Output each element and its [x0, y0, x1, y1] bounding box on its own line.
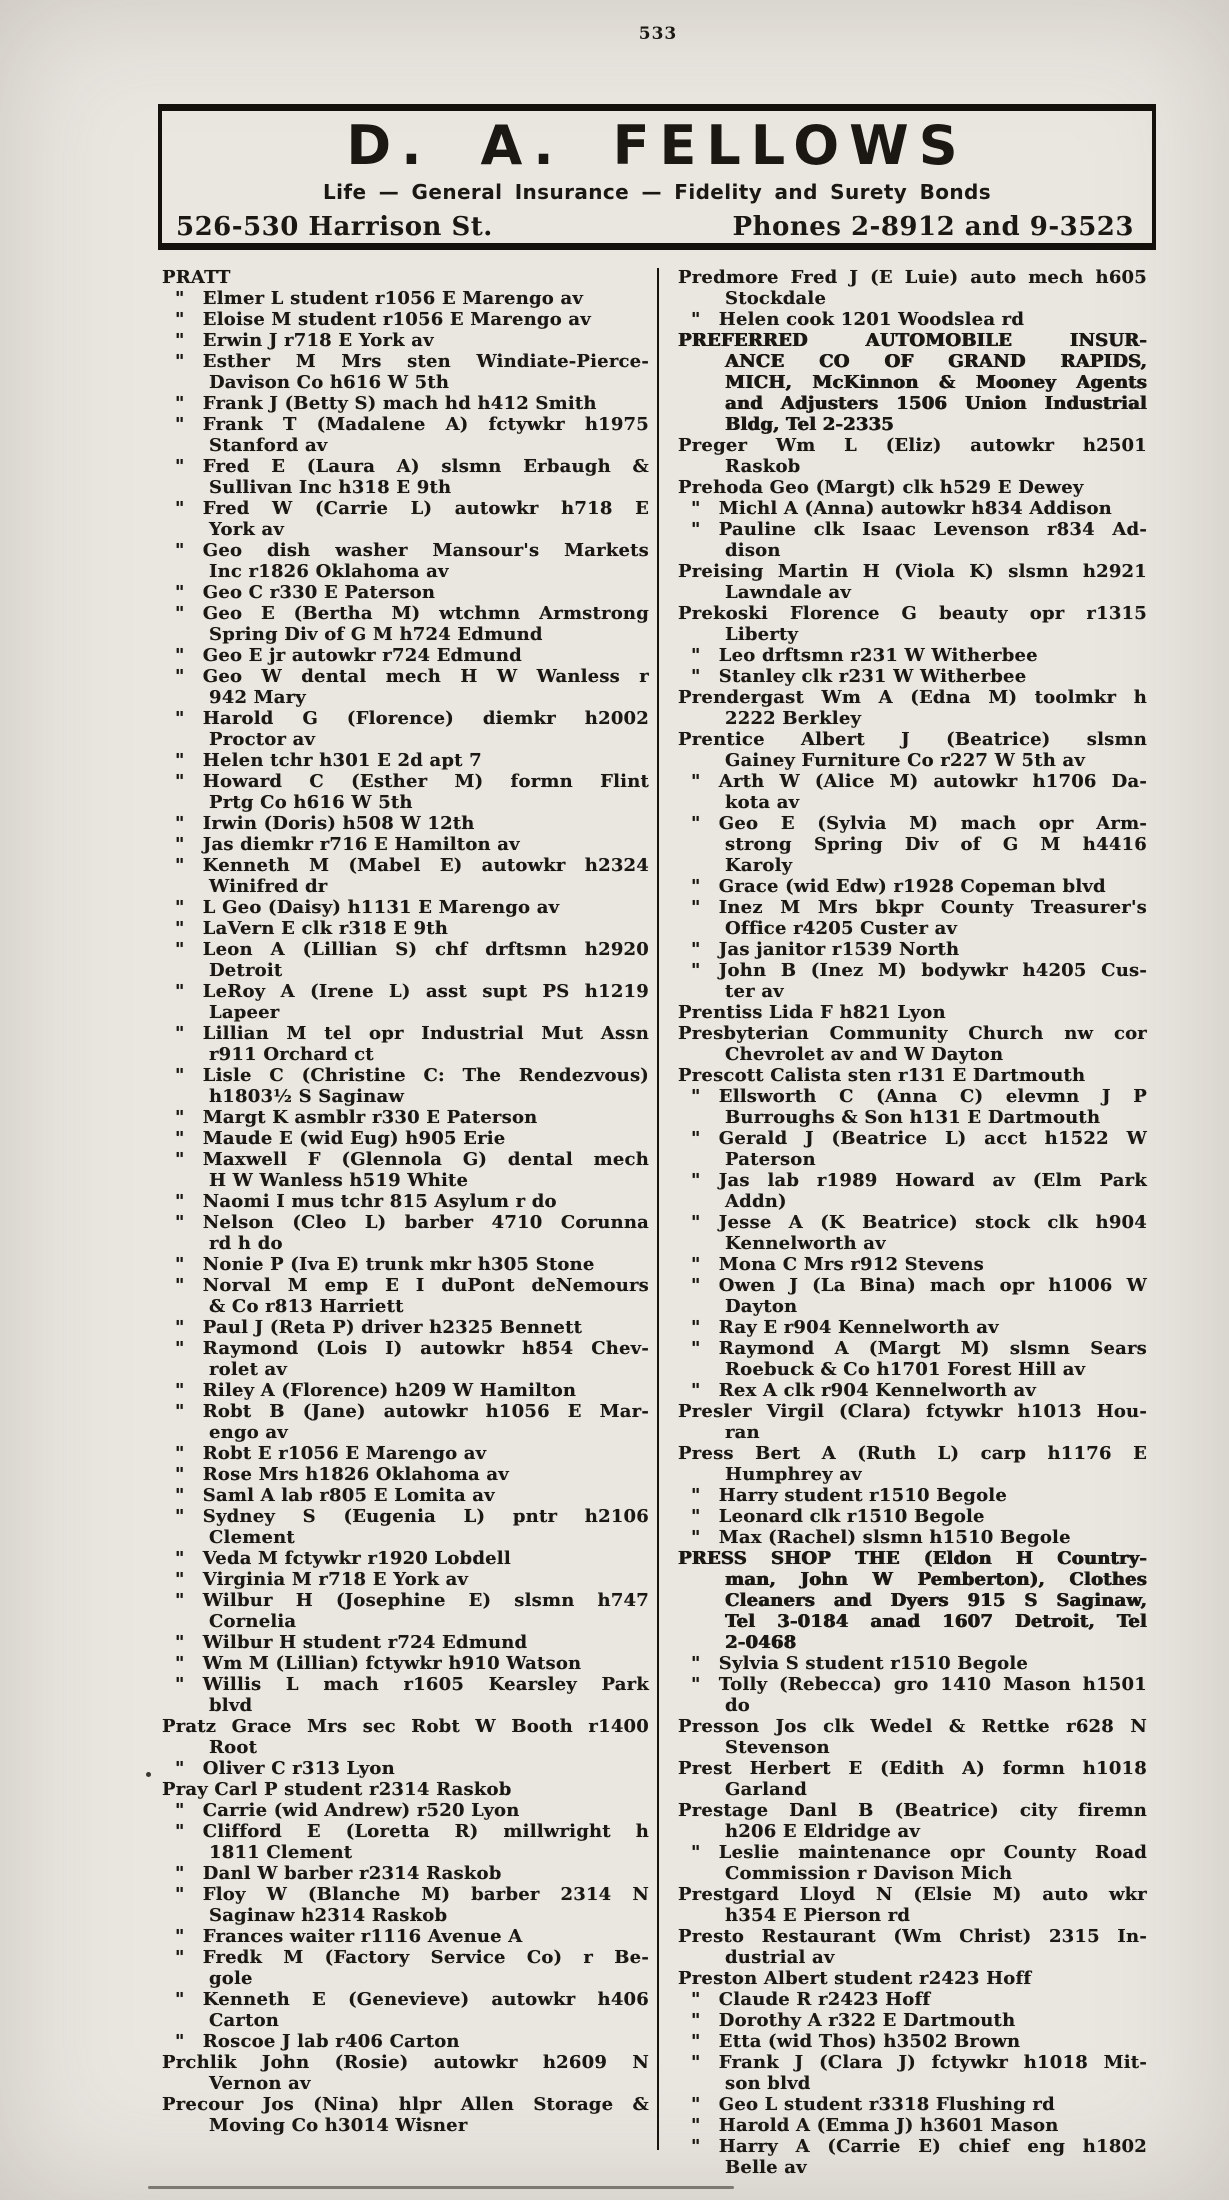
directory-line: Prescott Calista sten r131 E Dartmouth	[678, 1065, 1086, 1086]
directory-line: " Geo C r330 E Paterson	[175, 582, 436, 603]
page-number: 533	[638, 24, 678, 44]
directory-line: do	[725, 1695, 750, 1716]
directory-line: & Co r813 Harriett	[209, 1296, 404, 1317]
directory-line: ANCE CO OF GRAND RAPIDS,	[725, 351, 1147, 372]
directory-line: " Sydney S (Eugenia L) pntr h2106	[175, 1506, 649, 1527]
directory-line: Preston Albert student r2423 Hoff	[678, 1968, 1032, 1989]
directory-line: " Arth W (Alice M) autowkr h1706 Da-	[691, 771, 1147, 792]
directory-line: " Oliver C r313 Lyon	[175, 1758, 395, 1779]
directory-line: " Carrie (wid Andrew) r520 Lyon	[175, 1800, 520, 1821]
directory-line: " Naomi I mus tchr 815 Asylum r do	[175, 1191, 557, 1212]
directory-line: " LeRoy A (Irene L) asst supt PS h1219	[175, 981, 649, 1002]
directory-line: gole	[209, 1968, 253, 1989]
directory-line: " John B (Inez M) bodywkr h4205 Cus-	[691, 960, 1147, 981]
directory-line: " Max (Rachel) slsmn h1510 Begole	[691, 1527, 1071, 1548]
directory-line: Prentiss Lida F h821 Lyon	[678, 1002, 946, 1023]
directory-line: " Maude E (wid Eug) h905 Erie	[175, 1128, 506, 1149]
directory-line: Davison Co h616 W 5th	[209, 372, 450, 393]
directory-line: Stanford av	[209, 435, 328, 456]
directory-line: " Fred E (Laura A) slsmn Erbaugh &	[175, 456, 649, 477]
directory-line: Prestage Danl B (Beatrice) city firemn	[678, 1800, 1147, 1821]
directory-line: Precour Jos (Nina) hlpr Allen Storage &	[162, 2094, 649, 2115]
directory-line: " Willis L mach r1605 Kearsley Park	[175, 1674, 649, 1695]
directory-line: Karoly	[725, 855, 793, 876]
directory-line: Stockdale	[725, 288, 827, 309]
directory-line: " Saml A lab r805 E Lomita av	[175, 1485, 495, 1506]
directory-line: " Leslie maintenance opr County Road	[691, 1842, 1147, 1863]
directory-line: Prtg Co h616 W 5th	[209, 792, 413, 813]
directory-line: 1811 Clement	[209, 1842, 353, 1863]
directory-line: " Ray E r904 Kennelworth av	[691, 1317, 999, 1338]
page-edge-artifact	[148, 2186, 734, 2189]
directory-line: " LaVern E clk r318 E 9th	[175, 918, 449, 939]
directory-line: Sullivan Inc h318 E 9th	[209, 477, 452, 498]
directory-line: " Fredk M (Factory Service Co) r Be-	[175, 1947, 649, 1968]
directory-line: strong Spring Div of G M h4416	[725, 834, 1147, 855]
directory-line: " Virginia M r718 E York av	[175, 1569, 469, 1590]
directory-line: rd h do	[209, 1233, 283, 1254]
directory-line: " Gerald J (Beatrice L) acct h1522 W	[691, 1128, 1147, 1149]
directory-line: " Norval M emp E I duPont deNemours	[175, 1275, 649, 1296]
directory-line: Clement	[209, 1527, 295, 1548]
directory-line: Cornelia	[209, 1611, 297, 1632]
directory-line: " Mona C Mrs r912 Stevens	[691, 1254, 984, 1275]
directory-line: Cleaners and Dyers 915 S Saginaw,	[725, 1590, 1147, 1611]
directory-line: " Frank J (Clara J) fctywkr h1018 Mit-	[691, 2052, 1147, 2073]
directory-line: 942 Mary	[209, 687, 306, 708]
directory-line: " Raymond (Lois I) autowkr h854 Chev-	[175, 1338, 649, 1359]
directory-line: Winifred dr	[209, 876, 328, 897]
directory-line: Presson Jos clk Wedel & Rettke r628 N	[678, 1716, 1147, 1737]
directory-line: " Leo drftsmn r231 W Witherbee	[691, 645, 1038, 666]
directory-line: " Owen J (La Bina) mach opr h1006 W	[691, 1275, 1147, 1296]
directory-line: " Geo L student r3318 Flushing rd	[691, 2094, 1055, 2115]
directory-line: " Harold G (Florence) diemkr h2002	[175, 708, 649, 729]
directory-line: Roebuck & Co h1701 Forest Hill av	[725, 1359, 1086, 1380]
directory-line: " Geo E (Sylvia M) mach opr Arm-	[691, 813, 1147, 834]
directory-line: Pratz Grace Mrs sec Robt W Booth r1400	[162, 1716, 649, 1737]
directory-line: " Veda M fctywkr r1920 Lobdell	[175, 1548, 511, 1569]
directory-line: Presler Virgil (Clara) fctywkr h1013 Hou-	[678, 1401, 1147, 1422]
directory-line: PREFERRED AUTOMOBILE INSUR-	[678, 330, 1147, 351]
directory-line: Vernon av	[209, 2073, 311, 2094]
directory-line: " Wilbur H student r724 Edmund	[175, 1632, 528, 1653]
directory-line: " Clifford E (Loretta R) millwright h	[175, 1821, 649, 1842]
directory-line: Liberty	[725, 624, 799, 645]
directory-line: Proctor av	[209, 729, 316, 750]
directory-line: Prest Herbert E (Edith A) formn h1018	[678, 1758, 1147, 1779]
directory-line: " Geo W dental mech H W Wanless r	[175, 666, 649, 687]
directory-line: Paterson	[725, 1149, 816, 1170]
directory-line: H W Wanless h519 White	[209, 1170, 469, 1191]
directory-line: " Harry student r1510 Begole	[691, 1485, 1007, 1506]
directory-line: " Jas janitor r1539 North	[691, 939, 960, 960]
directory-line: " Raymond A (Margt M) slsmn Sears	[691, 1338, 1147, 1359]
directory-line: Office r4205 Custer av	[725, 918, 958, 939]
ad-contact-row	[162, 212, 1152, 242]
directory-line: " Helen cook 1201 Woodslea rd	[691, 309, 1025, 330]
directory-line: blvd	[209, 1695, 253, 1716]
directory-line: Prendergast Wm A (Edna M) toolmkr h	[678, 687, 1147, 708]
directory-line: Press Bert A (Ruth L) carp h1176 E	[678, 1443, 1147, 1464]
directory-line: Root	[209, 1737, 258, 1758]
directory-line: h206 E Eldridge av	[725, 1821, 920, 1842]
directory-line: " Frank T (Madalene A) fctywkr h1975	[175, 414, 649, 435]
directory-line: ran	[725, 1422, 760, 1443]
directory-line: " Irwin (Doris) h508 W 12th	[175, 813, 475, 834]
directory-line: r911 Orchard ct	[209, 1044, 374, 1065]
directory-line: and Adjusters 1506 Union Industrial	[725, 393, 1147, 414]
directory-column-right	[678, 267, 1147, 2178]
directory-line: " Etta (wid Thos) h3502 Brown	[691, 2031, 1021, 2052]
directory-line: Commission r Davison Mich	[725, 1863, 1013, 1884]
directory-line: Spring Div of G M h724 Edmund	[209, 624, 543, 645]
directory-line: " Harold A (Emma J) h3601 Mason	[691, 2115, 1059, 2136]
directory-line: Predmore Fred J (E Luie) auto mech h605	[678, 267, 1147, 288]
directory-line: 2222 Berkley	[725, 708, 862, 729]
directory-line: Saginaw h2314 Raskob	[209, 1905, 448, 1926]
directory-line: MICH, McKinnon & Mooney Agents	[725, 372, 1147, 393]
directory-line: kota av	[725, 792, 800, 813]
directory-line: dustrial av	[725, 1947, 835, 1968]
directory-line: engo av	[209, 1422, 288, 1443]
directory-line: " Wilbur H (Josephine E) slsmn h747	[175, 1590, 649, 1611]
directory-line: Raskob	[725, 456, 801, 477]
directory-line: h1803½ S Saginaw	[209, 1086, 405, 1107]
directory-line: " Eloise M student r1056 E Marengo av	[175, 309, 591, 330]
directory-line: " Floy W (Blanche M) barber 2314 N	[175, 1884, 649, 1905]
directory-line: son blvd	[725, 2073, 811, 2094]
directory-line: " Danl W barber r2314 Raskob	[175, 1863, 502, 1884]
directory-line: Presto Restaurant (Wm Christ) 2315 In-	[678, 1926, 1147, 1947]
directory-line: " Margt K asmblr r330 E Paterson	[175, 1107, 538, 1128]
column-divider-rule	[657, 268, 659, 2150]
directory-line: " Leonard clk r1510 Begole	[691, 1506, 985, 1527]
directory-line: Preger Wm L (Eliz) autowkr h2501	[678, 435, 1147, 456]
directory-line: ter av	[725, 981, 784, 1002]
directory-line: " Michl A (Anna) autowkr h834 Addison	[691, 498, 1112, 519]
directory-line: " Geo E (Bertha M) wtchmn Armstrong	[175, 603, 649, 624]
directory-line: " Esther M Mrs sten Windiate-Pierce-	[175, 351, 649, 372]
directory-line: " Lillian M tel opr Industrial Mut Assn	[175, 1023, 649, 1044]
directory-line: " Harry A (Carrie E) chief eng h1802	[691, 2136, 1147, 2157]
directory-line: Detroit	[209, 960, 283, 981]
directory-line: PRATT	[162, 267, 231, 288]
directory-line: PRESS SHOP THE (Eldon H Country-	[678, 1548, 1147, 1569]
directory-line: " Paul J (Reta P) driver h2325 Bennett	[175, 1317, 583, 1338]
directory-line: Inc r1826 Oklahoma av	[209, 561, 449, 582]
ad-business-name: D. A. FELLOWS	[346, 114, 968, 177]
directory-line: " Stanley clk r231 W Witherbee	[691, 666, 1027, 687]
directory-line: " Nelson (Cleo L) barber 4710 Corunna	[175, 1212, 649, 1233]
directory-line: Pray Carl P student r2314 Raskob	[162, 1779, 512, 1800]
directory-line: h354 E Pierson rd	[725, 1905, 911, 1926]
directory-line: 2-0468	[725, 1632, 797, 1653]
directory-line: Stevenson	[725, 1737, 830, 1758]
directory-line: Belle av	[725, 2157, 807, 2178]
directory-line: Presbyterian Community Church nw cor	[678, 1023, 1147, 1044]
directory-line: " Helen tchr h301 E 2d apt 7	[175, 750, 482, 771]
directory-line: rolet av	[209, 1359, 288, 1380]
directory-line: " Pauline clk Isaac Levenson r834 Ad-	[691, 519, 1147, 540]
directory-line: Burroughs & Son h131 E Dartmouth	[725, 1107, 1101, 1128]
directory-line: " Nonie P (Iva E) trunk mkr h305 Stone	[175, 1254, 595, 1275]
ink-spot-artifact	[146, 1772, 151, 1777]
directory-line: " Dorothy A r322 E Dartmouth	[691, 2010, 1016, 2031]
directory-line: Lapeer	[209, 1002, 280, 1023]
directory-line: " Tolly (Rebecca) gro 1410 Mason h1501	[691, 1674, 1147, 1695]
directory-line: man, John W Pemberton), Clothes	[725, 1569, 1147, 1590]
directory-line: Humphrey av	[725, 1464, 862, 1485]
directory-line: Kennelworth av	[725, 1233, 886, 1254]
directory-line: Chevrolet av and W Dayton	[725, 1044, 1004, 1065]
directory-line: " Jas lab r1989 Howard av (Elm Park	[691, 1170, 1147, 1191]
directory-line: Prestgard Lloyd N (Elsie M) auto wkr	[678, 1884, 1147, 1905]
directory-column-left	[162, 267, 649, 2136]
directory-line: " Jesse A (K Beatrice) stock clk h904	[691, 1212, 1147, 1233]
directory-line: " Inez M Mrs bkpr County Treasurer's	[691, 897, 1147, 918]
directory-line: Addn)	[725, 1191, 787, 1212]
directory-line: Prehoda Geo (Margt) clk h529 E Dewey	[678, 477, 1084, 498]
directory-line: Garland	[725, 1779, 808, 1800]
directory-line: Prchlik John (Rosie) autowkr h2609 N	[162, 2052, 649, 2073]
directory-line: " L Geo (Daisy) h1131 E Marengo av	[175, 897, 560, 918]
directory-line: York av	[209, 519, 285, 540]
directory-line: " Geo E jr autowkr r724 Edmund	[175, 645, 522, 666]
directory-line: " Lisle C (Christine C: The Rendezvous)	[175, 1065, 649, 1086]
directory-line: " Rose Mrs h1826 Oklahoma av	[175, 1464, 509, 1485]
directory-line: " Sylvia S student r1510 Begole	[691, 1653, 1029, 1674]
directory-line: " Claude R r2423 Hoff	[691, 1989, 931, 2010]
directory-line: " Kenneth E (Genevieve) autowkr h406	[175, 1989, 649, 2010]
directory-line: " Geo dish washer Mansour's Markets	[175, 540, 649, 561]
ad-address: 526-530 Harrison St.	[176, 212, 493, 242]
directory-line: Tel 3-0184 anad 1607 Detroit, Tel	[725, 1611, 1147, 1632]
directory-line: dison	[725, 540, 781, 561]
directory-line: Carton	[209, 2010, 280, 2031]
directory-line: " Rex A clk r904 Kennelworth av	[691, 1380, 1037, 1401]
directory-line: Moving Co h3014 Wisner	[209, 2115, 468, 2136]
directory-line: " Leon A (Lillian S) chf drftsmn h2920	[175, 939, 649, 960]
ad-tagline: Life — General Insurance — Fidelity and Surety Bonds	[322, 180, 992, 204]
directory-line: Bldg, Tel 2-2335	[725, 414, 894, 435]
directory-line: " Fred W (Carrie L) autowkr h718 E	[175, 498, 649, 519]
directory-line: " Riley A (Florence) h209 W Hamilton	[175, 1380, 577, 1401]
directory-line: " Erwin J r718 E York av	[175, 330, 434, 351]
advertisement-box	[158, 104, 1156, 250]
directory-line: Lawndale av	[725, 582, 852, 603]
directory-line: " Grace (wid Edw) r1928 Copeman blvd	[691, 876, 1106, 897]
directory-line: Prentice Albert J (Beatrice) slsmn	[678, 729, 1147, 750]
directory-line: Preising Martin H (Viola K) slsmn h2921	[678, 561, 1147, 582]
directory-line: Dayton	[725, 1296, 798, 1317]
directory-line: Gainey Furniture Co r227 W 5th av	[725, 750, 1086, 771]
directory-line: " Jas diemkr r716 E Hamilton av	[175, 834, 520, 855]
directory-line: " Roscoe J lab r406 Carton	[175, 2031, 460, 2052]
directory-line: " Howard C (Esther M) formn Flint	[175, 771, 649, 792]
directory-line: " Elmer L student r1056 E Marengo av	[175, 288, 583, 309]
directory-line: " Kenneth M (Mabel E) autowkr h2324	[175, 855, 649, 876]
directory-line: Prekoski Florence G beauty opr r1315	[678, 603, 1147, 624]
directory-line: " Maxwell F (Glennola G) dental mech	[175, 1149, 649, 1170]
directory-line: " Ellsworth C (Anna C) elevmn J P	[691, 1086, 1147, 1107]
directory-line: " Frank J (Betty S) mach hd h412 Smith	[175, 393, 597, 414]
directory-line: " Robt B (Jane) autowkr h1056 E Mar-	[175, 1401, 649, 1422]
directory-line: " Frances waiter r1116 Avenue A	[175, 1926, 523, 1947]
directory-line: " Robt E r1056 E Marengo av	[175, 1443, 487, 1464]
ad-phones: Phones 2-8912 and 9-3523	[732, 212, 1134, 242]
directory-line: " Wm M (Lillian) fctywkr h910 Watson	[175, 1653, 582, 1674]
